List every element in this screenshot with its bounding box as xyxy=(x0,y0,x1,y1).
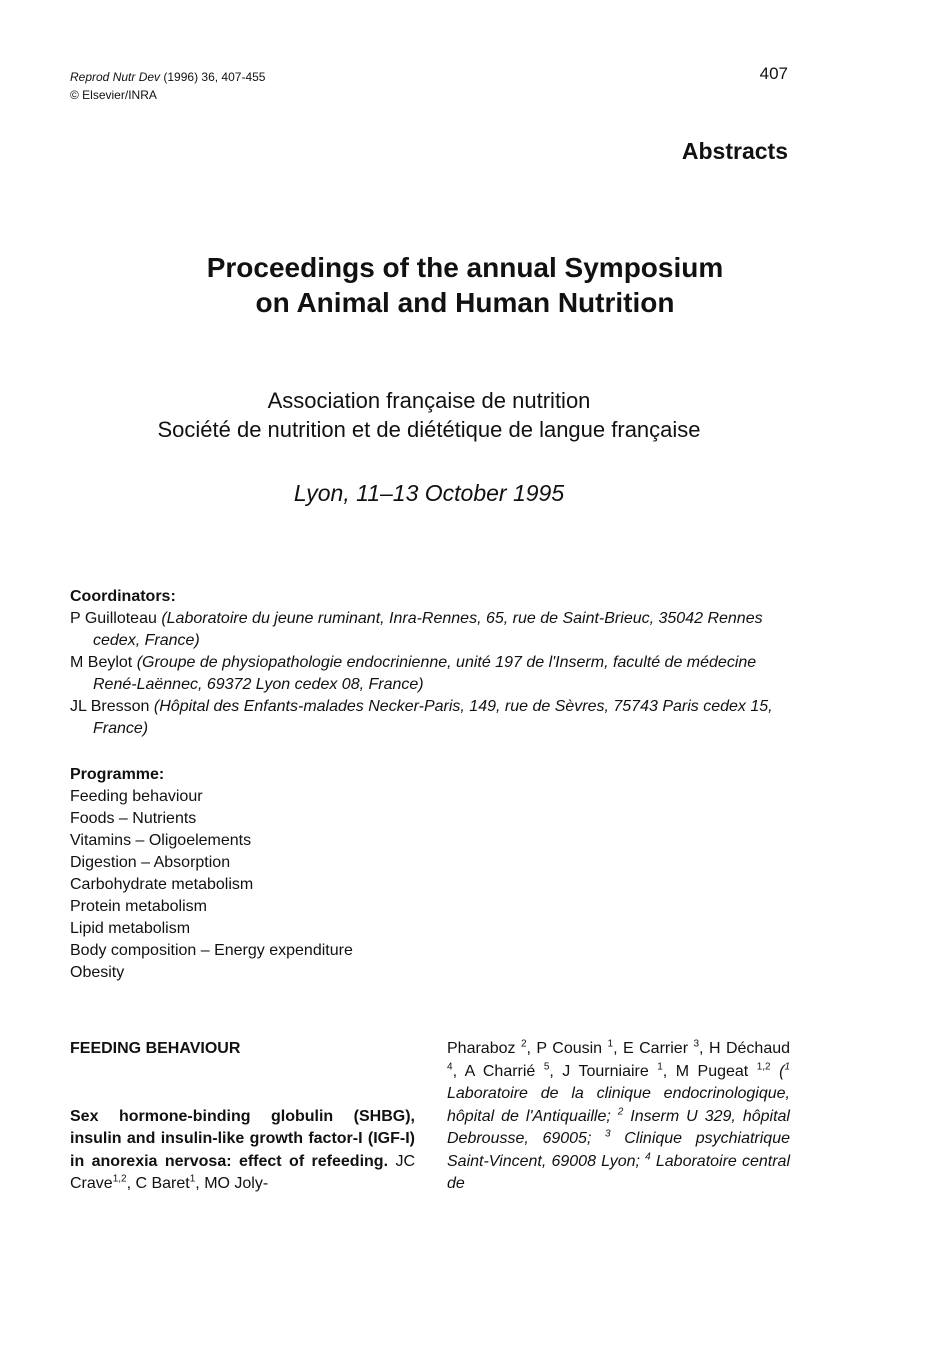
programme-item: Lipid metabolism xyxy=(70,920,191,937)
author-text: , A Charrié xyxy=(452,1062,544,1080)
journal-citation xyxy=(70,68,265,104)
coordinator-affiliation: (Laboratoire du jeune ruminant, Inra-Rennes, 65, rue de Saint-Brieuc, 35042 Rennes cedex, France) xyxy=(93,610,763,649)
coordinator-name: M Beylot xyxy=(70,654,133,671)
author-text: , MO Joly- xyxy=(195,1175,269,1192)
feeding-behaviour-heading: FEEDING BEHAVIOUR xyxy=(70,1040,241,1057)
affiliation-sup: 1 xyxy=(607,1038,614,1050)
abstract-start xyxy=(70,1106,415,1196)
abstract-title: Sex hormone-binding globulin (SHBG), insulin and insulin-like growth factor-I (IGF-I) in anorexia nervosa: effect of refeeding. xyxy=(70,1107,415,1170)
author-text: JC Crave xyxy=(70,1152,415,1192)
affiliation-sup: 1 xyxy=(657,1061,663,1073)
affiliation-text: Clinique psychiatrique Saint-Vincent, 69008 Lyon; xyxy=(447,1130,790,1170)
organiser-1: Association française de nutrition xyxy=(267,388,591,413)
coordinator-item xyxy=(70,608,800,652)
affiliation-sup: 1 xyxy=(784,1061,790,1073)
coordinator-item xyxy=(70,696,800,740)
programme-item: Protein metabolism xyxy=(70,898,207,915)
programme-item: Body composition – Energy expenditure xyxy=(70,942,353,959)
author-text: Pharaboz xyxy=(447,1040,521,1057)
journal-volume: (1996) 36, 407-455 xyxy=(163,70,266,84)
programme-item: Carbohydrate metabolism xyxy=(70,876,254,893)
affiliation-sup: 5 xyxy=(543,1061,550,1073)
title-line-1: Proceedings of the annual Symposium xyxy=(206,252,724,283)
affiliation-sup: 3 xyxy=(693,1038,700,1050)
author-text: , E Carrier xyxy=(613,1040,694,1057)
coordinator-name: JL Bresson xyxy=(70,698,150,715)
left-column xyxy=(70,1038,415,1196)
journal-name: Reprod Nutr Dev xyxy=(70,70,161,84)
author-text: , C Baret xyxy=(126,1175,190,1192)
affiliation-sup: 2 xyxy=(617,1106,624,1118)
organiser-2: Société de nutrition et de diététique de langue française xyxy=(157,417,701,442)
affiliation-sup: 1,2 xyxy=(756,1061,771,1073)
title-line-2: on Animal and Human Nutrition xyxy=(255,287,675,318)
page-number: 407 xyxy=(759,64,788,83)
programme-item: Digestion – Absorption xyxy=(70,854,231,871)
programme-item: Vitamins – Oligoelements xyxy=(70,832,252,849)
section-heading: Abstracts xyxy=(681,138,788,164)
coordinator-affiliation: (Groupe de physiopathologie endocrinienne, unité 197 de l'Inserm, faculté de médecine René-Laënnec, 69372 Lyon cedex 08, France) xyxy=(93,654,757,693)
proceedings-title xyxy=(60,250,870,320)
journal-line xyxy=(70,68,265,86)
programme-item: Foods – Nutrients xyxy=(70,810,197,827)
venue-date: Lyon, 11–13 October 1995 xyxy=(293,480,565,506)
programme-item: Obesity xyxy=(70,964,125,981)
affiliation-sup: 1,2 xyxy=(112,1173,127,1185)
affiliation-sup: 4 xyxy=(447,1061,453,1073)
coordinators-block xyxy=(70,586,800,740)
author-text: , M Pugeat xyxy=(662,1062,757,1080)
author-text: , J Tourniaire xyxy=(549,1062,658,1080)
affiliation-text: Laboratoire de la clinique endocrinologique, hôpital de l'Antiquaille; xyxy=(447,1085,790,1125)
affiliation-text: Inserm U 329, hôpital Debrousse, 69005; xyxy=(447,1107,790,1147)
author-text: , H Déchaud xyxy=(699,1040,791,1057)
coordinator-item xyxy=(70,652,800,696)
right-column xyxy=(447,1038,790,1196)
programme-item: Feeding behaviour xyxy=(70,788,203,805)
affiliation-sup: 1 xyxy=(189,1173,196,1185)
author-text: , P Cousin xyxy=(526,1040,608,1057)
affiliations-text xyxy=(447,1063,790,1193)
coordinator-name: P Guilloteau xyxy=(70,610,157,627)
affiliation-sup: 3 xyxy=(605,1128,611,1140)
affiliation-text: Laboratoire central de xyxy=(447,1152,791,1192)
programme-label: Programme: xyxy=(70,766,165,783)
organisers xyxy=(60,386,798,444)
coordinators-label: Coordinators: xyxy=(70,588,176,605)
affiliation-sup: 4 xyxy=(645,1151,651,1163)
coordinator-affiliation: (Hôpital des Enfants-malades Necker-Paris, 149, rue de Sèvres, 75743 Paris cedex 15, France) xyxy=(93,698,773,737)
copyright: © Elsevier/INRA xyxy=(70,88,157,102)
affiliation-text: ( xyxy=(770,1062,785,1080)
affiliation-sup: 2 xyxy=(520,1038,527,1050)
programme-block xyxy=(70,764,800,984)
